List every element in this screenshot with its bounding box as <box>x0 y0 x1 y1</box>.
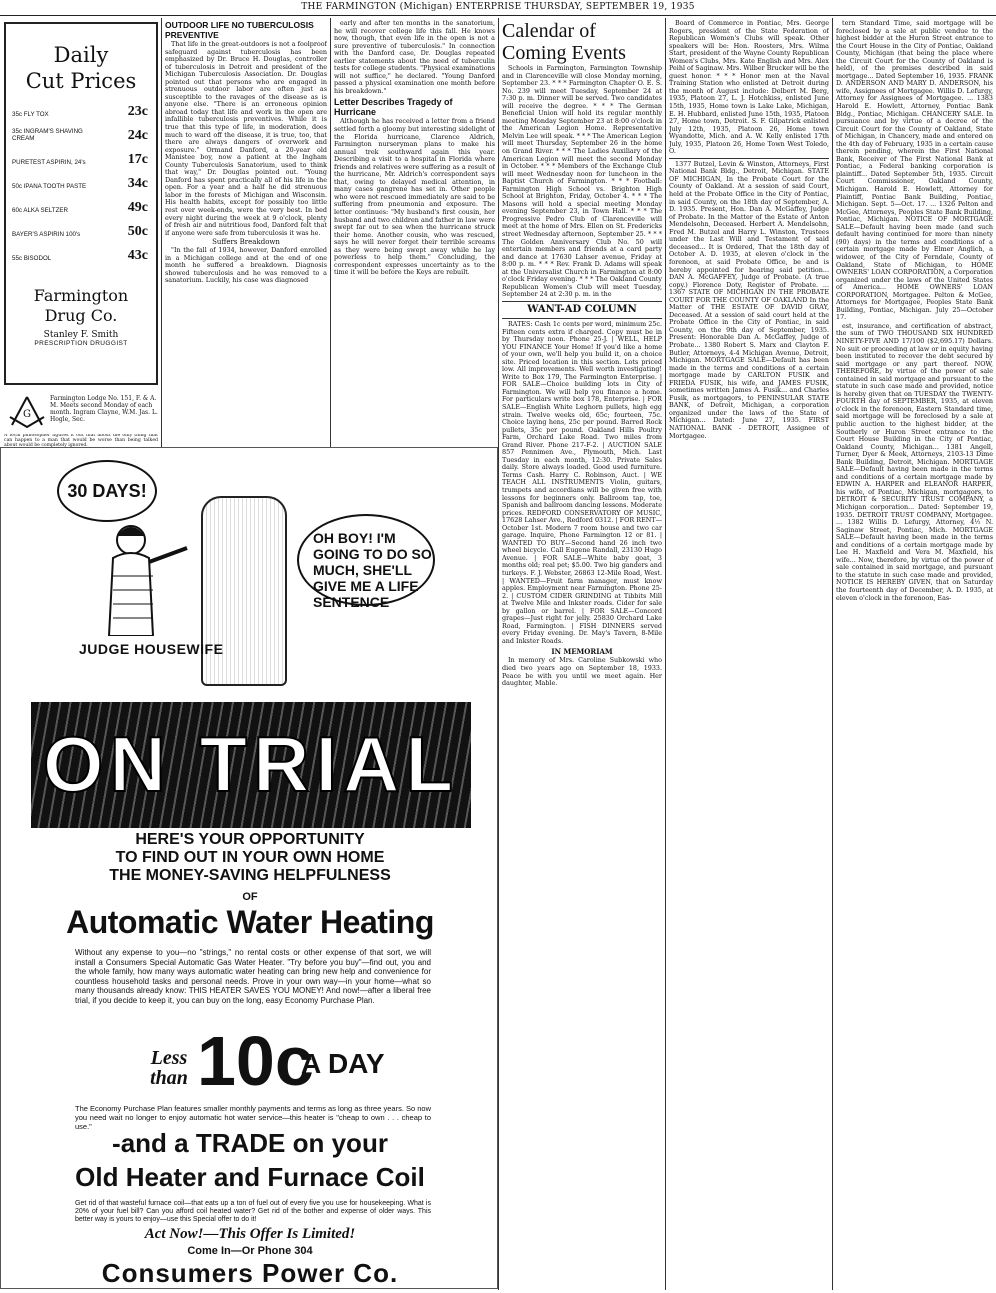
store-tagline: PRESCRIPTION DRUGGIST <box>34 340 128 347</box>
memoriam-heading: IN MEMORIAM <box>551 647 613 657</box>
item-price: 43c <box>127 248 148 263</box>
water-heater-icon <box>201 496 287 686</box>
subhead: Suffers Breakdown <box>212 238 280 247</box>
ad-heading: THE MONEY-SAVING HELPFULNESS <box>109 867 391 884</box>
ad-title: Daily Cut Prices <box>25 43 137 93</box>
housewife-figure-icon <box>91 518 191 636</box>
price: 10c <box>197 1022 314 1100</box>
item-price: 24c <box>127 128 148 143</box>
speech-balloon: OH BOY! I'M GOING TO DO SO MUCH, SHE'LL GIVE ME A LIFE SENTENCE <box>297 514 435 606</box>
item-name: 60c ALKA SELTZER <box>12 207 68 214</box>
column-rule <box>161 18 162 448</box>
calendar-text: Schools in Farmington, Farmington Township and in Clarenceville will close Monday morning, September 23. * * * Farmington Chapter O. E. S. No. 239 will meet Tuesday, September 24 at 7:30 p. m. Dinner will be served. Two candidates will receive the degree. * * * The German Beneficial Union will hold its regular monthly meeting Monday September 23 at 8:00 o'clock in the American Legion Home. Representative Melvin Lee will speak. * * * The American Legion will meet Thursday, September 26 in the home on Grand River. * * * The Ladies Auxiliary of the American Legion will meet the second Monday in October. * * * Members of the Exchange Club will meet Wednesday noon for luncheon in the Baptist Church of Farmington. * * * Football: Farmington High School vs. Brighton High School at Brighton, Friday, October 4. * * * The Masons will hold a special meeting Monday evening September 23, in Town Hall. * * * The Progressive Pedro Club of Clarenceville will meet at the home of Mrs. Ellen on St. Fredericks street Wednesday afternoon, September 25. * * * The Golden Anniversary Club No. 50 will entertain members and friends at a card party and dance at 17630 Lahser avenue, Friday at 8:00 p. m. * * * Rev. Frank D. Adams will speak at the Universalist Church in Farmington at 8:00 o'clock Friday evening. * * * The Oakland County Republican Women's Club will meet Tuesday, September 24 at 2:30 p. m. in the <box>502 64 662 299</box>
price-item <box>6 242 156 266</box>
price-item <box>6 146 156 170</box>
price-item <box>6 122 156 146</box>
headline: OUTDOOR LIFE NO TUBERCULOSIS PREVENTIVE <box>165 20 314 40</box>
product-name: Automatic Water Heating <box>66 904 434 940</box>
less-than: Less than <box>150 1047 188 1089</box>
article-text: "In the fall of 1934, however, Danford enrolled in a Michigan college and at the end of one month he suffered a breakdown. Diagnosis showed tuberculosis and he was removed to a sanatorium. Luckily, his case was diagnosed <box>165 246 327 285</box>
club-text: Board of Commerce in Pontiac, Mrs. George Rogers, president of the State Federation of Republican Women's Clubs will speak. Other speakers will be: Hon. Roosters, Mrs. Wilma Start, president of the Wayne County Republican Women's Clubs, Mrs. Kate English and Mrs. Alex Peihl of Saginaw. Mrs. Wilber Brucker will be the guest honor. * * * Honor men at the Naval Training Station who enlisted at Detroit during the month of August include: Delbert M. Berg, 1935, Platoon 27, L. J. Hotchkiss, enlisted June 15th, 1935, Home town is Lake Lake, Michigan, E. H. Hubbard, enlisted June 15th, 1935, Platoon 27, Home town, Detroit. S. F. Gilpatrick enlisted July 12th, 1935, Platoon 26, Home town Wyandotte, Mich. and A. W. Kelly enlisted 17th July, 1935, Platoon 26, Home Town West Toledo, O. <box>669 20 829 156</box>
item-name: 35c INGRAM'S SHAVING CREAM <box>12 128 83 142</box>
item-price: 50c <box>127 224 148 239</box>
call-to-action: Act Now!—This Offer Is Limited! <box>144 1226 356 1242</box>
water-heater-ad <box>0 447 498 1289</box>
item-price: 23c <box>127 104 148 119</box>
item-name: BAYER'S ASPIRIN 100's <box>12 231 81 238</box>
drug-store-ad <box>4 22 158 385</box>
masonic-emblem-icon <box>6 395 48 429</box>
column-rule <box>330 18 331 448</box>
column-rule <box>832 18 833 1290</box>
price-item <box>6 194 156 218</box>
calendar-and-wantads <box>502 20 662 1290</box>
ad-heading: TO FIND OUT IN YOUR OWN HOME <box>115 849 385 866</box>
price-item <box>6 218 156 242</box>
calendar-heading: Calendar of Coming Events <box>502 20 626 64</box>
article-text: That life in the great-outdoors is not a foolproof safeguard against tuberculosis has been emphasized by Dr. Bruce H. Douglas, controller of tuberculosis in Detroit and president of the Michigan Tuberculosis Association. Dr. Douglas pointed out that persons who are engaged in strenuous outdoor labor are often just as susceptible to the ravages of the disease as is anyone else. "There is an erroneous opinion abroad today that life and work in the open are infallible tuberculosis preventives. While it is true that this type of life, in moderation, does much to ward off the disease, it is true, too, that there are always dangers of overwork and exposure." Ormand Danford, a 20-year old Manistee boy, now a patient at the Ingham County Tuberculosis Sanatorium, used to think that way," Dr. Douglas pointed out. "Young Danford has spent practically all of his life in the open. For a year and a half he did strenuous labor in the forests of Michigan and Wisconsin. His health habits, except for possibly too little rest over week-ends, were the very best. In bed every night during the week at 9 o'clock, plenty of fresh air and nutritious food, Danford felt that if anyone were safe from tuberculosis it was he. <box>165 40 327 237</box>
legal-text: est, insurance, and certification of abstract, the sum of TWO THOUSAND SIX HUNDRED NINETY-FIVE AND 17/100 ($2,695.17) Dollars. No suit or proceeding at law or in equity having been instituted to recover the debt secured by said mortgage or any part thereof. NOW, THEREFORE, by virtue of the power of sale contained in said mortgage and pursuant to the statute in such case made and provided, notice is hereby given that on TUESDAY the TWENTY-FOURTH day of SEPTEMBER, 1935, at eleven o'clock in the forenoon, Eastern Standard time, said mortgage will be foreclosed by a sale at public auction to the highest bidder, at the Southerly or Huron Street entrance to the Court House Building in the City of Pontiac, Oakland County, Michigan... 1381 Angell, Turner, Dyer & Meek, Attorneys, 2103-13 Dime Bank Building, Detroit, Michigan. MORTGAGE SALE—Default having been made in the terms and conditions of a certain mortgage made by EDWIN A. HARPER and ELEANOR HARPER, his wife, of Pontiac, Michigan, mortgagors, to DETROIT & SECURITY TRUST COMPANY, a Michigan corporation... Dated: September 19, 1935. DETROIT TRUST COMPANY, Mortgagee. ... 1382 Willis D. Lefurgy, Attorney, 4½ N. Saginaw Street, Pontiac, Mich. MORTGAGE SALE—Default having been made in the terms and conditions of a certain mortgage made by Lee H. Maxfield and Vera M. Maxfield, his wife... Now, therefore, by virtue of the power of sale contained in said mortgage, and pursuant to the statute in such case made and provided, NOTICE IS HEREBY GIVEN, that on Saturday the fourteenth day of December, A. D. 1935, at eleven o'clock in the forenoon, Eas- <box>836 321 993 602</box>
ad-body: Get rid of that wasteful furnace coil—that eats up a ton of fuel out of every five you use for housekeeping. What is 20% of your fuel bill? Can you afford coil heated water? Get rid of the bother and expense of older ways. This better way is yours to enjoy—use this Special offer to do it! <box>75 1200 431 1223</box>
item-name: 55c BISODOL <box>12 255 52 262</box>
article-text: early and after ten months in the sanatorium, he will recover college life this fall. He knows now, though, that even life in the open is not a sure preventive of tuberculosis." In connection with the Danford case, Dr. Douglas repeated earlier statements about the need of tuberculin tests for college students. "Physical examinations will not suffice," he declared. "Young Danford passed a physical examination one month before his breakdown." <box>334 20 495 95</box>
legal-notices-col7 <box>836 20 993 1290</box>
article-outdoor-life <box>165 20 327 448</box>
lodge-notice: G Farmington Lodge No. 151, F. & A. M. Meets second Monday of each month. Ingram Clayne, W.M. Jas. L. Hogle, Sec. <box>4 393 158 433</box>
caption: JUDGE HOUSEWIFE <box>79 641 224 657</box>
ad-body: Without any expense to you—no "strings," no rental costs or other expense of that sort, we will install a Consumers Special Automatic Gas Water Heater. "Try before you buy"—find out, you and the whole family, how many ways automatic water heating can bring new help and convenience for countless household tasks and personal needs. Prove in your own way—in your home—what so many thousands already know: THIS HEATER SAVES YOU MONEY! And now!—after a liberal free trial, if you decide to keep it, you can buy on the long, easy Economy Purchase Plan. <box>75 948 431 1005</box>
item-name: 50c IPANA TOOTH PASTE <box>12 183 87 190</box>
ad-heading: HERE'S YOUR OPPORTUNITY <box>135 831 365 848</box>
svg-text:G: G <box>23 409 31 420</box>
headline: Letter Describes Tragedy of Hurricane <box>334 97 453 118</box>
ad-heading: OF <box>242 891 258 903</box>
memoriam-text: In memory of Mrs. Caroline Subkowski who died two years ago on September 18, 1933. Peace be with you until we meet again. Her daughter, Mable. <box>502 656 662 688</box>
ad-body: The Economy Purchase Plan features smaller monthly payments and terms as long as three years. So now you need wait no longer to enjoy automatic hot water service—this heater is "cheap to own . . . cheap to use." <box>75 1104 432 1131</box>
on-trial-banner: ON TRIAL <box>31 702 471 828</box>
philosopher-paragraph: A local philosopher figures it out that about the only thing that can happen to a man that would be worse than being talked about would be completely ignored. <box>4 434 158 448</box>
legal-text: tern Standard Time, said mortgage will be foreclosed by a sale at public vendue to the highest bidder at the Huron Street entrance to the Court House in the City of Pontiac, Oakland County, Michigan (that being the place where the Circuit Court for the County of Oakland is held), of the premises described in said mortgage... Dated September 16, 1935. FRANK D. ANDERSON AND MARY D. ANDERSON, his wife, Assignees of Mortgagee. Willis D. Lefurgy, Attorney for Assignees of Mortgagee. ... 1383 Harold E. Howlett, Attorney, Pontiac Bank Bldg., Pontiac, Michigan. CHANCERY SALE. In pursuance and by virtue of a decree of the Circuit Court for the County of Oakland, State of Michigan, in Chancery, made and entered on the 4th day of February, 1935 in a certain cause therein pending, wherein the First National Bank, Receiver of The First National Bank at Pontiac, a Federal banking corporation is plaintiff... Dated September 5th, 1935. Circuit Court Commissioner, Oakland County, Michigan. Harold E. Howlett, Attorney for Plaintiff, Pontiac Bank Building, Pontiac, Michigan. Sept. 5—Oct. 17. ... 1326 Pelton and McGee, Attorneys, Peoples State Bank Building, Pontiac, Michigan. NOTICE OF MORTGAGE SALE—Default having been made (and such default having continued for more than ninety (90) days) in the terms and conditions of a certain mortgage made by Elmer Anglich, a widower, of the City of Ferndale, County of Oakland, State of Michigan, to HOME OWNERS' LOAN CORPORATION, a Corporation organized under the laws of the United States of America... HOME OWNERS' LOAN CORPORATION, Mortgagee. Pelton & McGee, Attorneys for Mortgagee, Peoples State Bank Building, Pontiac, Michigan. July 25—October 17. <box>836 20 993 322</box>
article-text: Although he has received a letter from a friend settled forth a gloomy but interesting sidelight of the Florida hurricane, Clarence Aldrich, Farmington nurseryman plans to make his annual trek southward again this year. Describing a visit to a hospital in Florida where friends and relatives were suffering as a result of the hurricane, Mr. Aldrich's correspondent says that, owing to delayed medical attention, in many cases gangrene has set in. Other people who were not rescued immediately are said to be suffering from pneumonia and exposure. The letter continues: "My husband's first cousin, her husband and two children and father in law were swept far out to sea when the hurricane struck their home. Another cousin, who was rescued, says he will never forget their terrible screams as they were being swept away while he lay powerless to help them." Concluding, the correspondent expresses uncertainty as to the time it will be before the Keys are rebuilt. <box>334 117 495 277</box>
speech-balloon: 30 DAYS! <box>57 460 157 522</box>
item-price: 34c <box>127 176 148 191</box>
item-price: 17c <box>127 152 148 167</box>
item-price: 49c <box>127 200 148 215</box>
column-rule <box>498 18 499 1290</box>
trade-heading: Old Heater and Furnace Coil <box>75 1162 425 1192</box>
company-name: Consumers Power Co. <box>101 1258 399 1288</box>
item-name: 35c FLY TOX <box>12 111 49 118</box>
per-day: A DAY <box>301 1048 385 1079</box>
contact-line: Come In—Or Phone 304 <box>187 1245 313 1257</box>
legal-text: 1377 Butzel, Levin & Winston, Attorneys, First National Bank Bldg., Detroit, Michigan. STATE OF MICHIGAN, In the Probate Court for the County of Oakland. At a session of said Court, held at the Probate Office in the City of Pontiac, in said County, on the 18th day of September, A. D. 1935. Present, Hon. Dan A. McGaffey, Judge of Probate. In the Matter of the Estate of Anton Mendelsohn, Deceased. Herbert A. Mendelsohn, Fred M. Butzel and Harry L. Winston, Trustees under the Last Will and Testament of said deceased... It is Ordered, That the 18th day of October A. D. 1935, at eleven o'clock in the forenoon, at said Probate Office, be and is hereby appointed for hearing said petition... DAN A. McGAFFEY, Judge of Probate. (A true copy.) Florence Doty, Register of Probate. ... 1367 STATE OF MICHIGAN IN THE PROBATE COURT FOR THE COUNTY OF OAKLAND In the Matter of THE ESTATE OF DAVID GRAY, Deceased. At a session of said court held at the Probate Office in the City of Pontiac, in said County, on the 9th day of September, 1935. Present: Honorable Dan A. McGaffey, Judge of Probate... 1380 Robert S. Marx and Clayton F. Butler, Attorneys, 4-4 Michigan Avenue, Detroit, Michigan. MORTGAGE SALE—Default has been made in the terms and conditions of a certain mortgage made by CARLTON FUSIK and FRIEDA FUSIK, his wife, and JAMES FUSIK, sometimes written James A. Fusik... and Charles Fusik, as mortgagors, to PENINSULAR STATE BANK, of Detroit, Michigan, a corporation organized under the laws of the State of Michigan... Dated: June 27, 1935. FIRST NATIONAL BANK - DETROIT, Assignee of Mortgagee. <box>669 159 829 440</box>
legal-notices-col5 <box>669 20 829 1290</box>
column-rule <box>665 18 666 1290</box>
wantad-text: RATES: Cash 1c cents per word, minimum 25c. Fifteen cents extra if charged. Copy must be in by Thursday noon. Phone 25-J. | WELL, HELP YOU FINANCE Your Home! If you'd like a home of your own, we'll help you build it, on a choice site. Priced location in this section. Lots priced low. All improvements. Well worth investigating! Write to Box 179, The Farmington Enterprise. | FOR SALE—Choice building lots in City of Farmington. We will help you finance a home. For particulars write box 178, Enterprise. | FOR SALE—English White Leghorn pullets, high egg strain. Twelve weeks old, 65c; fourteen, 75c. Choice laying hens, 25c per pound. Barred Rock pullets, 35c per pound. Oakland Hills Poultry Farm, Orchard Lake Road. Two miles from Grand River. Phone 217-F-2. | AUCTION SALE 857 Pennimen Ave., Plymouth, Mich. Last Tuesday in each month, 12:30. Private Sales daily. Store always loaded. Good used furniture. Terms Cash. Harry C. Robinson, Auct. | WE TEACH ALL INSTRUMENTS Violin, guitars, trumpets and accordians will be given free with lessons for beginners only. Ballroom tap, toe, Spanish and ballroom dancing lessons. Moderate prices. REDFORD CONSERVATORY OF MUSIC, 17628 Lahser Ave., Redford 0312. | FOR RENT—October 1st. Modern 7 room house and two car garage. Inquire, Phone Farmington 12 or 81. | WANTED TO BUY—Second hand 26 inch two wheel bicycle. Call Eugene Randall, 23130 Hugo Avenue. | FOR SALE—White baby goat, 3 months old; real pet; $5.00. Two big ganders and turkeys. F. J. Webster, 26863 12-Mile Road, West. | WANTED—Fruit farm manager, must know apples. Employment near Farmington. Phone 25-2. | CUSTOM CIDER GRINDING at Tibbits Mill at Twelve Mile and Inkster roads. Cider for sale by gallon or barrel. | FOR SALE—Concord grapes—Just right for jelly. 25830 Orchard Lake Road, Farmington. | FISH DINNERS served every Friday evening. Dr. May's Tavern, 8-Mile and Inkster Roads. <box>502 319 662 645</box>
trade-heading: -and a TRADE on your <box>112 1128 388 1158</box>
article-hurricane <box>334 20 495 448</box>
owner-name: Stanley F. Smith <box>43 330 119 340</box>
store-name: Farmington Drug Co. <box>33 286 129 325</box>
masthead: THE FARMINGTON (Michigan) ENTERPRISE THURSDAY, SEPTEMBER 19, 1935 <box>0 2 996 16</box>
price-list <box>6 98 156 266</box>
price-item <box>6 98 156 122</box>
wantad-heading: WANT-AD COLUMN <box>527 303 637 315</box>
item-name: PURETEST ASPIRIN, 24's <box>12 159 86 166</box>
price-item <box>6 170 156 194</box>
